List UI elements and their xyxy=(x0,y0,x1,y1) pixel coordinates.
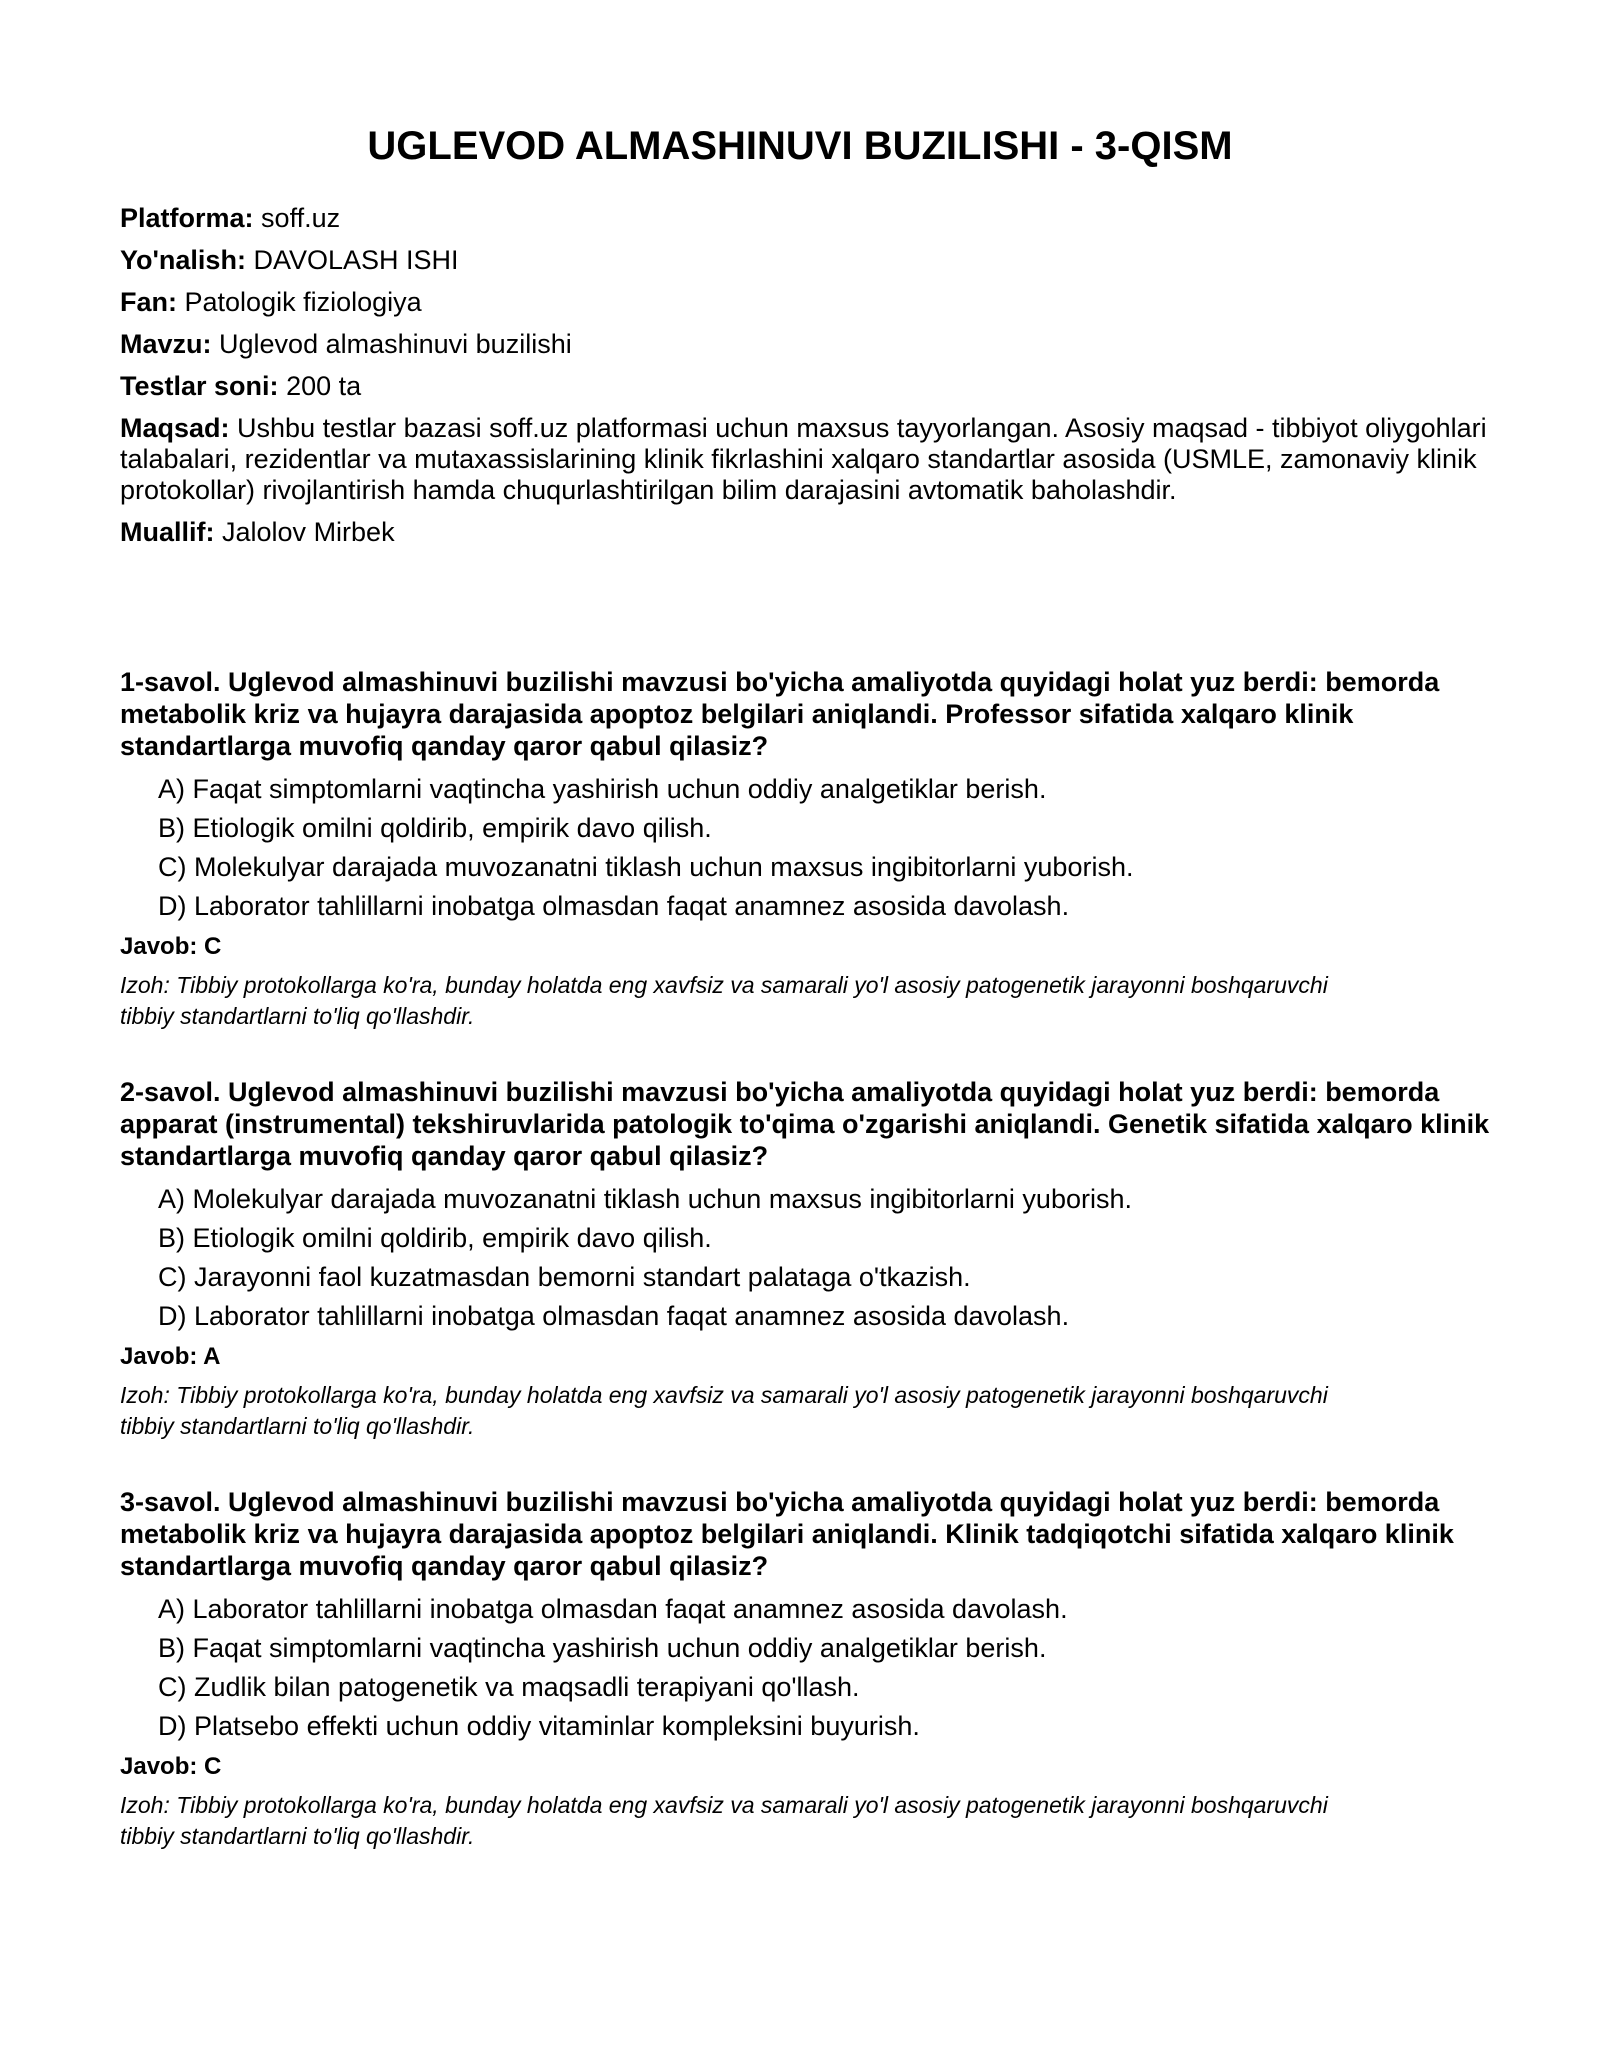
options-list xyxy=(120,1594,1490,1742)
option-d: D) Laborator tahlillarni inobatga olmasdan faqat anamnez asosida davolash. xyxy=(158,1301,1070,1331)
explanation-text: Izoh: Tibbiy protokollarga ko'ra, bunday holatda eng xavfsiz va samarali yo'l asosiy patogenetik jarayonni boshqaruvchi tibbiy standartlarni to'liq qo'llashdir. xyxy=(120,972,1328,1029)
meta-muallif xyxy=(120,517,1490,548)
option-d: D) Laborator tahlillarni inobatga olmasdan faqat anamnez asosida davolash. xyxy=(158,891,1070,921)
option-b: B) Etiologik omilni qoldirib, empirik davo qilish. xyxy=(158,1223,712,1253)
meta-label: Muallif: xyxy=(120,517,215,547)
meta-testlar-soni xyxy=(120,371,1490,402)
question-1 xyxy=(120,666,1490,1032)
document-meta xyxy=(120,203,1490,559)
meta-value: 200 ta xyxy=(286,371,362,401)
meta-yonalish xyxy=(120,245,1490,276)
meta-platforma xyxy=(120,203,1490,234)
answer-label: Javob: C xyxy=(120,1753,222,1780)
meta-value: soff.uz xyxy=(261,203,341,233)
meta-value: Uglevod almashinuvi buzilishi xyxy=(219,329,572,359)
meta-label: Fan: xyxy=(120,287,177,317)
option-a: A) Molekulyar darajada muvozanatni tiklash uchun maxsus ingibitorlarni yuborish. xyxy=(158,1184,1132,1214)
meta-label: Platforma: xyxy=(120,203,254,233)
question-3 xyxy=(120,1486,1490,1852)
meta-value: Jalolov Mirbek xyxy=(222,517,395,547)
option-b: B) Faqat simptomlarni vaqtincha yashirish uchun oddiy analgetiklar berish. xyxy=(158,1633,1047,1663)
meta-fan xyxy=(120,287,1490,318)
meta-maqsad xyxy=(120,413,1490,506)
question-text: 2-savol. Uglevod almashinuvi buzilishi mavzusi bo'yicha amaliyotda quyidagi holat yuz berdi: bemorda apparat (instrumental) tekshiruvlarida patologik to'qima o'zgarishi aniqlandi. Genetik sifatida xalqaro klinik standartlarga muvofiq qanday qaror qabul qilasiz? xyxy=(120,1077,1490,1171)
option-d: D) Platsebo effekti uchun oddiy vitaminlar kompleksini buyurish. xyxy=(158,1711,920,1741)
option-a: A) Laborator tahlillarni inobatga olmasdan faqat anamnez asosida davolash. xyxy=(158,1594,1068,1624)
option-a: A) Faqat simptomlarni vaqtincha yashirish uchun oddiy analgetiklar berish. xyxy=(158,774,1047,804)
option-c: C) Zudlik bilan patogenetik va maqsadli terapiyani qo'llash. xyxy=(158,1672,860,1702)
option-b: B) Etiologik omilni qoldirib, empirik davo qilish. xyxy=(158,813,712,843)
meta-label: Testlar soni: xyxy=(120,371,279,401)
meta-mavzu xyxy=(120,329,1490,360)
meta-value: Patologik fiziologiya xyxy=(184,287,422,317)
document-title: UGLEVOD ALMASHINUVI BUZILISHI - 3-QISM xyxy=(367,124,1233,168)
answer-label: Javob: C xyxy=(120,933,222,960)
question-2 xyxy=(120,1076,1490,1442)
option-c: C) Molekulyar darajada muvozanatni tiklash uchun maxsus ingibitorlarni yuborish. xyxy=(158,852,1134,882)
options-list xyxy=(120,774,1490,922)
explanation-text: Izoh: Tibbiy protokollarga ko'ra, bunday holatda eng xavfsiz va samarali yo'l asosiy patogenetik jarayonni boshqaruvchi tibbiy standartlarni to'liq qo'llashdir. xyxy=(120,1792,1328,1849)
option-c: C) Jarayonni faol kuzatmasdan bemorni standart palataga o'tkazish. xyxy=(158,1262,971,1292)
meta-label: Yo'nalish: xyxy=(120,245,246,275)
answer-label: Javob: A xyxy=(120,1343,221,1370)
meta-value: Ushbu testlar bazasi soff.uz platformasi uchun maxsus tayyorlangan. Asosiy maqsad - tibbiyot oliygohlari talabalari, rezidentlar va mutaxassislarining klinik fikrlashini xalqaro standartlar asosida (USMLE, zamonaviy klinik protokollar) rivojlantirish hamda chuqurlashtirilgan bilim darajasini avtomatik baholashdir. xyxy=(120,413,1487,505)
meta-label: Maqsad: xyxy=(120,413,230,443)
meta-label: Mavzu: xyxy=(120,329,212,359)
explanation-text: Izoh: Tibbiy protokollarga ko'ra, bunday holatda eng xavfsiz va samarali yo'l asosiy patogenetik jarayonni boshqaruvchi tibbiy standartlarni to'liq qo'llashdir. xyxy=(120,1382,1328,1439)
meta-value: DAVOLASH ISHI xyxy=(253,245,459,275)
options-list xyxy=(120,1184,1490,1332)
question-text: 1-savol. Uglevod almashinuvi buzilishi mavzusi bo'yicha amaliyotda quyidagi holat yuz berdi: bemorda metabolik kriz va hujayra darajasida apoptoz belgilari aniqlandi. Professor sifatida xalqaro klinik standartlarga muvofiq qanday qaror qabul qilasiz? xyxy=(120,667,1440,761)
question-text: 3-savol. Uglevod almashinuvi buzilishi mavzusi bo'yicha amaliyotda quyidagi holat yuz berdi: bemorda metabolik kriz va hujayra darajasida apoptoz belgilari aniqlandi. Klinik tadqiqotchi sifatida xalqaro klinik standartlarga muvofiq qanday qaror qabul qilasiz? xyxy=(120,1487,1454,1581)
